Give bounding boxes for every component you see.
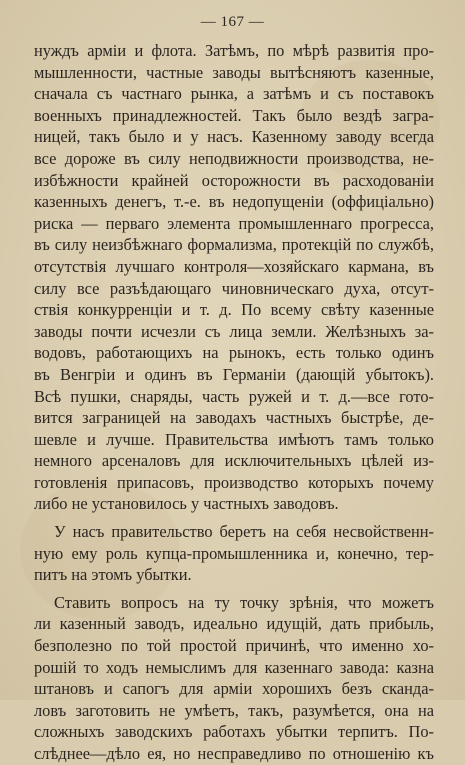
text-line: водовъ, работающихъ на рынокъ, есть только одинъ: [34, 343, 434, 363]
text-line: нуждъ арміи и флота. Затѣмъ, по мѣрѣ развитія про-: [34, 41, 434, 60]
text-line: вится заграницей на заводахъ частныхъ быстрѣе, де-: [34, 408, 434, 428]
text-line: сложныхъ заводскихъ работахъ убытки терпитъ. По-: [34, 722, 434, 742]
text-line: казенныхъ денегъ, т.-е. въ недопущеніи (оффиціально): [34, 192, 434, 212]
text-line: Ставить вопросъ на ту точку зрѣнія, что можетъ: [54, 592, 434, 612]
paragraph: [34, 592, 434, 765]
text-line: ствія конкурренціи и т. д. По всему свѣту казенные: [34, 300, 434, 320]
text-line: все дороже въ силу неподвижности производства, не-: [34, 148, 434, 168]
text-line: немного арсеналовъ для исключительныхъ цѣлей из-: [34, 451, 434, 471]
text-line: У насъ правительство беретъ на себя несвойственн-: [54, 522, 434, 542]
text-line: военныхъ принадлежностей. Такъ было вездѣ загра-: [34, 105, 434, 125]
text-line: Всѣ пушки, снаряды, часть ружей и т. д.—все гото-: [34, 386, 434, 406]
text-line: отсутствія лучшаго контроля—хозяйскаго кармана, въ: [34, 256, 434, 276]
text-line: въ силу неизбѣжнаго формализма, протекцій по службѣ,: [34, 235, 434, 255]
body-text: [34, 40, 434, 765]
text-line: ную ему роль купца-промышленника и, конечно, тер-: [34, 543, 434, 563]
paragraph: [34, 40, 434, 515]
text-line: избѣжности крайней осторожности въ расходованіи: [34, 170, 434, 190]
text-line: ницей, такъ было и у насъ. Казенному заводу всегда: [34, 127, 434, 147]
text-line: рошій то ходъ немыслимъ для казеннаго завода: казна: [34, 657, 434, 677]
text-line: готовленія припасовъ, производство которыхъ почему: [34, 472, 434, 492]
text-line: питъ на этомъ убытки.: [34, 565, 192, 585]
text-line: риска — перваго элемента промышленнаго прогресса,: [34, 213, 434, 233]
page-number: — 167 —: [200, 14, 265, 30]
text-line: мышленности, частные заводы вытѣсняютъ казенные,: [34, 62, 434, 82]
text-line: либо не установилось у частныхъ заводовъ.: [34, 494, 339, 514]
text-line: шевле и лучше. Правительства имѣютъ тамъ только: [34, 429, 434, 449]
text-line: силу все разъѣдающаго чиновническаго духа, отсут-: [34, 278, 434, 298]
paragraph: [34, 521, 434, 586]
text-line: сначала съ частнаго рынка, а затѣмъ и съ поставокъ: [34, 84, 434, 104]
text-line: въ Венгріи и одинъ въ Германіи (дающій убытокъ).: [34, 364, 434, 384]
text-line: слѣднее—дѣло ея, но несправедливо по отношенію къ: [34, 744, 434, 763]
text-line: ловъ заготовить не умѣетъ, такъ, разумѣется, она на: [34, 700, 434, 720]
text-line: заводы почти исчезли съ лица земли. Желѣзныхъ за-: [34, 321, 434, 341]
text-line: штановъ и сапогъ для арміи хорошихъ безъ скандa-: [34, 679, 434, 699]
text-line: ли казенный заводъ, идеально идущій, дать прибыль,: [34, 614, 434, 634]
text-line: безполезно по той простой причинѣ, что именно хо-: [34, 636, 434, 656]
